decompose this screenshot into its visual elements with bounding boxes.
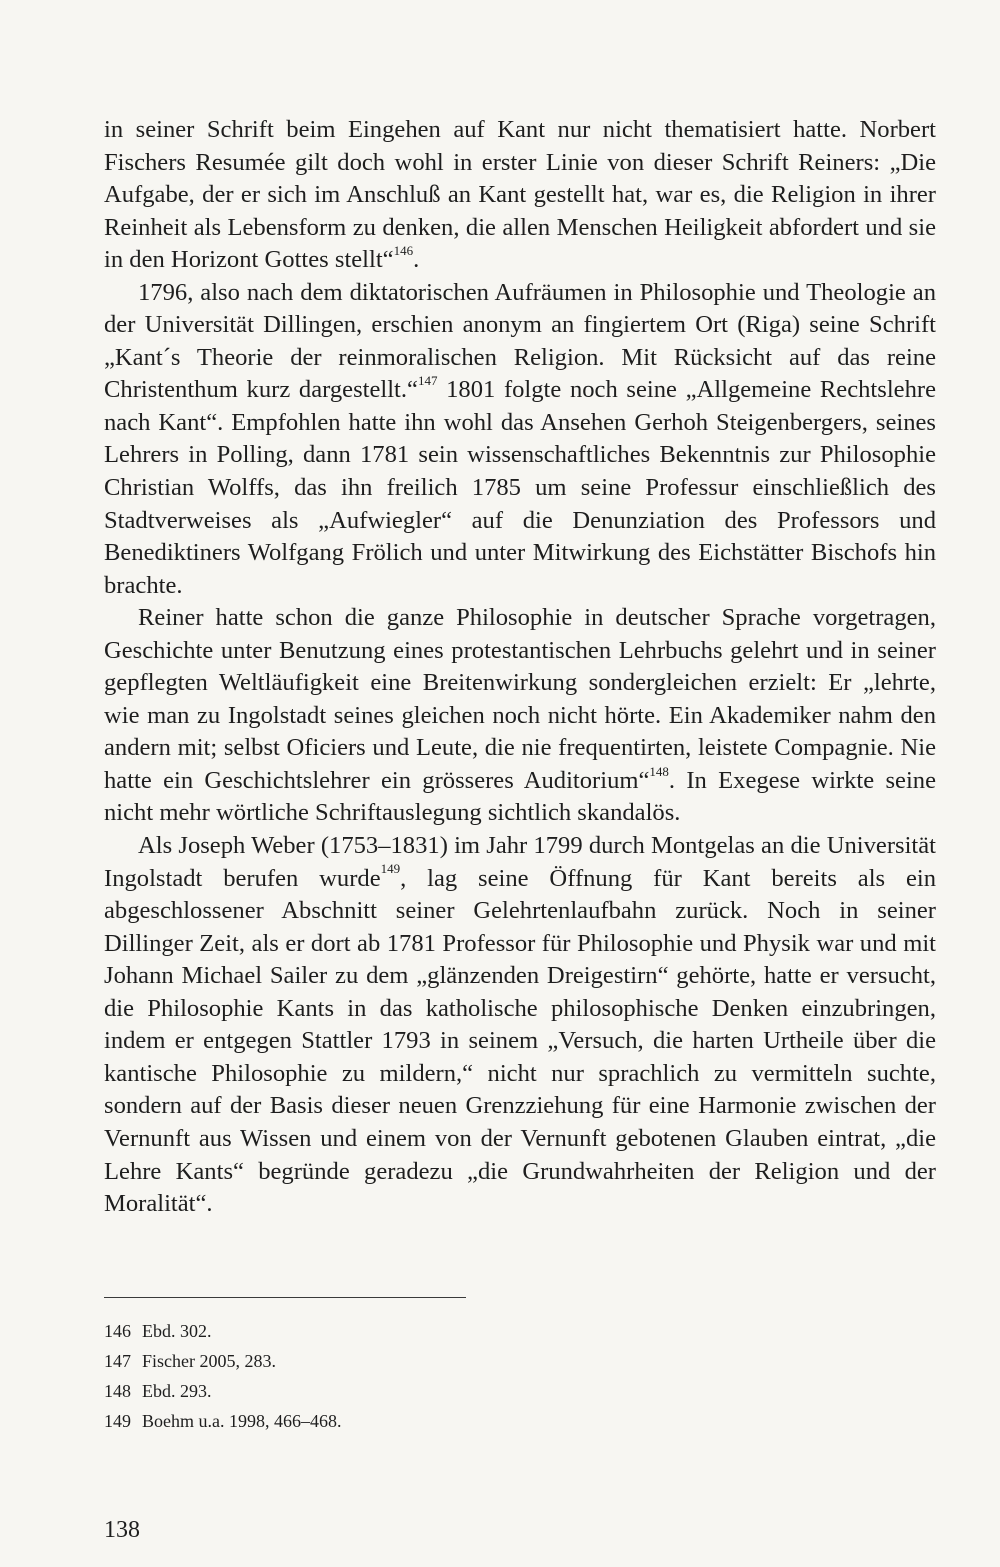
paragraph-text: . In Exegese wirkte seine nicht mehr wörtliche Schriftauslegung sichtlich skandalös. (104, 766, 936, 827)
paragraph-text: , lag seine Öffnung für Kant bereits als ein abgeschlossener Abschnitt seiner Gelehrtenlaufbahn zurück. Noch in seiner Dillinger Zeit, als er dort ab 1781 Professor für Philosophie und Physik war und mit Johann Michael Sailer zu dem „glänzenden Dreigestirn“ gehörte, hatte er versucht, die Philosophie Kants in das katholische philosophische Denken einzubringen, indem er entgegen Stattler 1793 in seinem „Versuch, die harten Urtheile über die kantische Philosophie zu mildern,“ nicht nur sprachlich zu vermitteln suchte, sondern auf der Basis dieser neuen Grenzziehung für eine Harmonie zwischen der Vernunft aus Wissen und einem von der Vernunft gebotenen Glauben eintrat, „die Lehre Kants“ begründe geradezu „die Grundwahrheiten der Religion und der Moralität“. (104, 864, 936, 1218)
footnotes (104, 1316, 342, 1436)
paragraph-text: 1801 folgte noch seine „Allgemeine Rechtslehre nach Kant“. Empfohlen hatte ihn wohl das Ansehen Gerhoh Steigenbergers, seines Lehrers in Polling, dann 1781 sein wissenschaftliches Bekenntnis zur Philosophie Christian Wolffs, das ihn freilich 1785 um seine Professur einschließlich des Stadtverweises als „Aufwiegler“ auf die Denunziation des Professors und Benediktiners Wolfgang Frölich und unter Mitwirkung des Eichstätter Bischofs hin brachte. (104, 376, 936, 599)
footnote-text: Ebd. 302. (142, 1321, 212, 1341)
footnote-ref-147[interactable]: 147 (417, 373, 438, 389)
footnote-number: 147 (104, 1351, 131, 1371)
footnote-149 (104, 1406, 342, 1436)
footnote-147 (104, 1346, 342, 1376)
paragraph-1 (104, 114, 936, 277)
paragraph-2 (104, 277, 936, 602)
paragraph-text: Als Joseph Weber (1753–1831) im Jahr 1799 durch Montgelas an die Universität Ingolstadt berufen wurde (104, 832, 936, 892)
paragraph-text: . (413, 246, 420, 274)
footnote-148 (104, 1376, 342, 1406)
footnote-ref-146[interactable]: 146 (393, 243, 414, 258)
footnote-ref-148[interactable]: 148 (649, 763, 669, 779)
footnote-number: 148 (104, 1381, 131, 1401)
paragraph-text: 1796, also nach dem diktatorischen Aufräumen in Philosophie und Theologie an der Universität Dillingen, erschien anonym an fingiertem Ort (Riga) seine Schrift „Kant´s Theorie der reinmoralischen Religion. Mit Rücksicht auf das reine Christenthum kurz dargestellt.“ (104, 278, 936, 404)
footnote-146 (104, 1316, 342, 1346)
page-number: 138 (104, 1517, 140, 1543)
paragraph-4 (104, 830, 936, 1221)
footnote-text: Ebd. 293. (142, 1381, 212, 1401)
footnote-text: Fischer 2005, 283. (142, 1351, 276, 1371)
footnote-number: 146 (104, 1321, 131, 1341)
paragraph-text: Reiner hatte schon die ganze Philosophie in deutscher Sprache vorgetragen, Geschichte unter Benutzung eines protestantischen Lehrbuchs gelehrt und in seiner gepflegten Weltläufigkeit eine Breitenwirkung sondergleichen erzielt: Er „lehrte, wie man zu Ingolstadt seines gleichen noch nicht hörte. Ein Akademiker nahm den andern mit; selbst Oficiers und Leute, die nie frequentirten, leistete Compagnie. Nie hatte ein Geschichtslehrer ein grösseres Auditorium“ (104, 604, 936, 794)
paragraph-text: in seiner Schrift beim Eingehen auf Kant nur nicht thematisiert hatte. Norbert Fischers Resumée gilt doch wohl in erster Linie von dieser Schrift Reiners: „Die Aufgabe, der er sich im Anschluß an Kant gestellt hat, war es, die Religion in ihrer Reinheit als Lebensform zu denken, die allen Menschen Heiligkeit abfordert und sie in den Horizont Gottes stellt“ (104, 116, 936, 274)
footnote-divider (104, 1297, 466, 1298)
footnote-text: Boehm u.a. 1998, 466–468. (142, 1411, 342, 1431)
body-text (104, 114, 936, 1221)
footnote-ref-149[interactable]: 149 (380, 861, 401, 877)
footnote-number: 149 (104, 1411, 131, 1431)
paragraph-3 (104, 602, 936, 830)
